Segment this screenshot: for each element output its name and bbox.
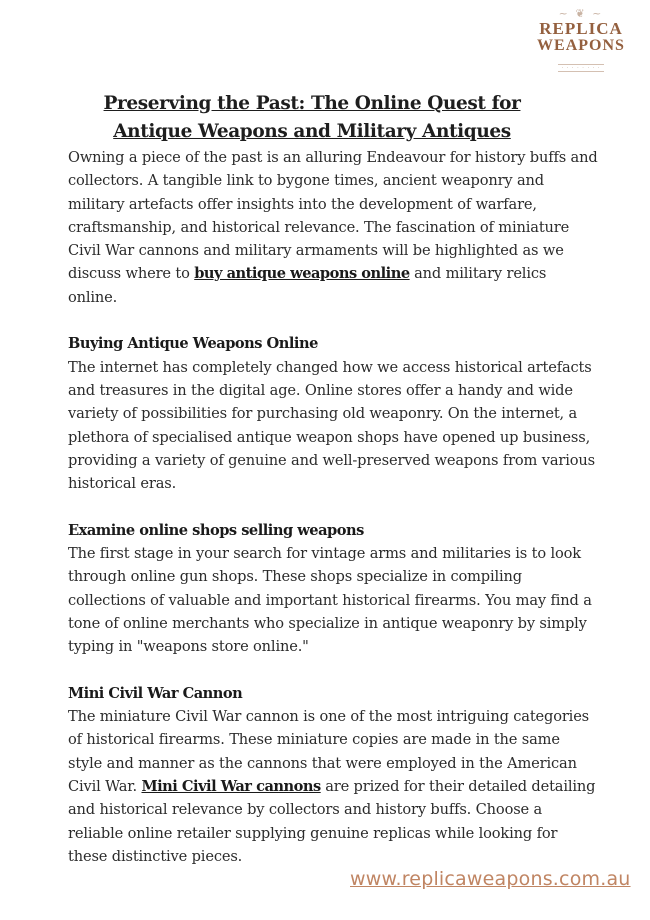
logo-flourish-icon: ~ ❦ ~ [558,7,604,20]
intro-text-before: Owning a piece of the past is an alluring Endeavour for history buffs and collectors. A tangible link to bygone times, ancient weaponry and military artefacts offer insights into the development of warfare, craftsmanship, and historical relevance. The fascination of miniature Civil War cannons and military armaments will be highlighted as we discuss where to [68,149,598,283]
intro-paragraph [68,146,598,309]
section-body-examine: The first stage in your search for vintage arms and militaries is to look through online gun shops. These shops specialize in compiling collections of valuable and important historical firearms. You may find a tone of online merchants who specialize in antique weaponry by simply typing in "weapons store online." [68,545,592,656]
article-body [68,146,598,868]
brand-logo [526,8,636,78]
section-heading-cannon: Mini Civil War Cannon [68,684,243,702]
mini-civil-war-cannons-link[interactable]: Mini Civil War cannons [141,778,321,796]
spacer [68,659,598,682]
buy-antique-weapons-link[interactable]: buy antique weapons online [194,265,410,283]
spacer [68,495,598,518]
section-body-cannon [68,705,598,868]
spacer [68,309,598,332]
logo-line-2: WEAPONS [537,37,625,54]
intro-text-after: and military relics online. [68,265,547,306]
section-heading-examine: Examine online shops selling weapons [68,521,364,539]
page-title: Preserving the Past: The Online Quest for Antique Weapons and Military Antiques [103,93,521,143]
logo-tagline: · · · · · · · · [558,64,605,72]
section-heading-buying: Buying Antique Weapons Online [68,335,318,353]
website-link[interactable]: www.replicaweapons.com.au [350,868,631,890]
logo-line-1: REPLICA [539,19,623,38]
section-body-buying: The internet has completely changed how we access historical artefacts and treasures in the digital age. Online stores offer a handy and wide variety of possibilities for purchasing old weaponry. On the internet, a plethora of specialised antique weapon shops have opened up business, providing a variety of genuine and well-preserved weapons from various historical eras. [68,358,595,493]
cannon-text-after: are prized for their detailed detailing and historical relevance by collectors and history buffs. Choose a reliable online retailer supplying genuine replicas while looking for these distinctive pieces. [68,778,596,865]
cannon-text-before: The miniature Civil War cannon is one of the most intriguing categories of historical firearms. These miniature copies are made in the same style and manner as the cannons that were employed in the American Civil War. [68,708,590,796]
